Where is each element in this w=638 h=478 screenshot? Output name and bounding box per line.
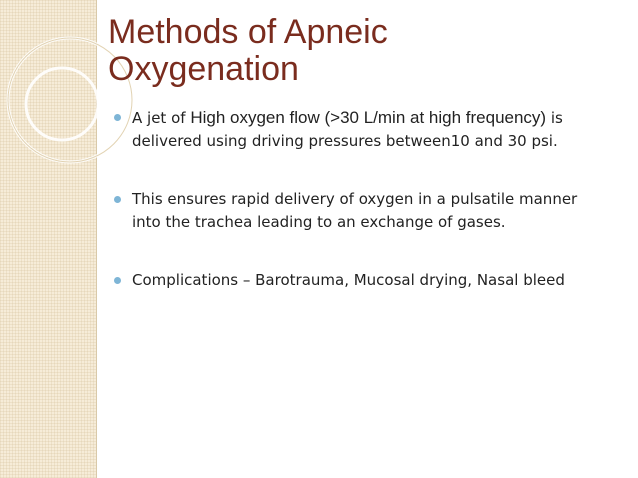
bullet-1-emphasis: High oxygen flow (>30 L/min at high frequency) xyxy=(190,108,547,127)
bullet-2-text: This ensures rapid delivery of oxygen in a pulsatile manner into the trachea leading to an exchange of gases. xyxy=(132,190,578,231)
bullet-3-text: Complications – Barotrauma, Mucosal drying, Nasal bleed xyxy=(132,271,565,289)
side-band-divider xyxy=(96,0,97,478)
bullet-1-tail: is delivered using driving pressures between10 and 30 psi. xyxy=(132,109,563,150)
bullet-item-3 xyxy=(112,269,592,292)
bullet-list xyxy=(112,106,592,327)
slide-title xyxy=(108,14,608,88)
bullet-item-1 xyxy=(112,106,592,153)
bullet-dot-icon xyxy=(114,196,121,203)
title-line-1: Methods of Apneic xyxy=(108,13,388,51)
bullet-dot-icon xyxy=(114,114,121,121)
bullet-item-2 xyxy=(112,188,592,234)
decorative-side-band xyxy=(0,0,96,478)
title-line-2: Oxygenation xyxy=(108,50,299,88)
bullet-1-lead: A jet of xyxy=(132,109,191,127)
bullet-dot-icon xyxy=(114,277,121,284)
